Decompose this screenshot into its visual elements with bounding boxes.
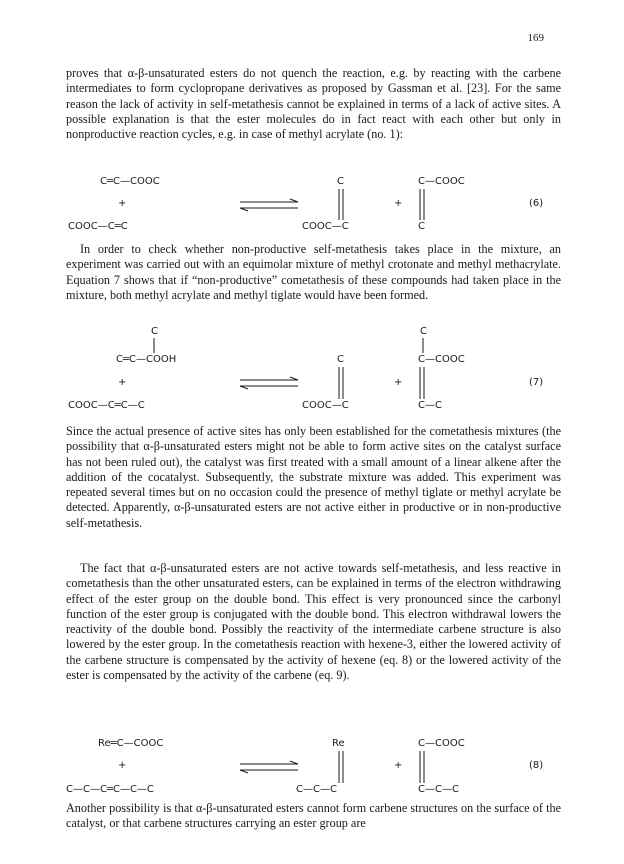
eq7-plus-2: + [394,377,403,388]
eq6-equilibrium-arrows [240,199,298,211]
eq8-product-b-top: C—COOC [418,738,465,749]
eq8-plus: + [118,760,127,771]
eq8-product-a-bottom: C—C—C [296,784,337,795]
eq7-left-bottom: COOC—C═C—C [68,400,145,411]
eq6-left-bottom: COOC—C═C [68,221,128,232]
page-number: 169 [527,32,544,44]
eq6-product-a-bottom: COOC—C [302,221,349,232]
eq6-product-b-top: C—COOC [418,176,465,187]
eq6-product-a-top: C [337,176,344,187]
eq7-product-a-double-bond [339,367,343,399]
eq6-product-a-double-bond [339,189,343,220]
eq8-equilibrium-arrows [240,761,298,773]
eq7-product-a-bottom: COOC—C [302,400,349,411]
eq7-product-b-bottom: C—C [418,400,442,411]
eq7-equilibrium-arrows [240,377,298,389]
eq6-number: (6) [529,198,544,209]
eq8-left-top: Re═C—COOC [98,738,164,749]
eq8-number: (8) [529,760,544,771]
eq8-product-a-top: Re [332,738,345,749]
eq7-product-a-top: C [337,354,344,365]
eq8-product-b-bottom: C—C—C [418,784,459,795]
eq7-product-b-methyl: C [420,326,427,337]
eq7-number: (7) [529,377,544,388]
eq7-left-top: C═C—COOH [116,354,177,365]
eq7-left-methyl: C [151,326,158,337]
paragraph-active-sites: Since the actual presence of active sites has only been established for the cometathesis mixtures (the possibility that α-β-unsaturated esters might not be able to form active sites on the catalyst surface has not been ruled out), the catalyst was first treated with a small amount of a linear alkene after the addition of the cocatalyst. Subsequently, the substrate mixture was added. This experiment was repeated several times but on no occasion could the presence of methyl tiglate or methyl acrylate be detected. Apparently, α-β-unsaturated esters are not active either in productive or in non-productive self-metathesis. [66,424,561,530]
eq6-product-b-double-bond [420,189,424,220]
eq8-left-bottom: C—C—C═C—C—C [66,784,154,795]
eq6-left-top: C═C—COOC [100,176,160,187]
paragraph-another-possibility: Another possibility is that α-β-unsaturated esters cannot form carbene structures on the surface of the catalyst, or that carbene structures carrying an ester group are [66,801,561,831]
eq7-product-b-double-bond [420,367,424,399]
eq6-product-b-bottom: C [418,221,425,232]
eq6-plus: + [118,198,127,209]
paragraph-intro: proves that α-β-unsaturated esters do not quench the reaction, e.g. by reacting with the carbene intermediates to form cyclopropane derivatives as proposed by Gassman et al. [23]. For the same reason the lack of activity in self-metathesis cannot be explained in terms of a lack of active sites. A possible explanation is that the ester molecules do in fact react with each other but only in nonproductive reaction cycles, e.g. in case of methyl acrylate (no. 1): [66,66,561,142]
eq8-product-a-double-bond [339,751,343,783]
paragraph-experiment: In order to check whether non-productive self-metathesis takes place in the mixture, an experiment was carried out with an equimolar mixture of methyl crotonate and methyl methacrylate. Equation 7 shows that if “non-productive” cometathesis of these compounds had taken place in the mixture, both methyl acrylate and methyl tiglate would have been formed. [66,242,561,302]
eq8-product-b-double-bond [420,751,424,783]
eq6-plus-2: + [394,198,403,209]
eq7-plus: + [118,377,127,388]
paragraph-explanation: The fact that α-β-unsaturated esters are not active towards self-metathesis, and less reactive in cometathesis than the other unsaturated esters, can be explained in terms of the electron withdrawing effect of the ester group on the double bond. This effect is very pronounced since the carbonyl function of the ester group is conjugated with the double bond. This electron withdrawal lowers the reactivity of the double bond. Possibly the reactivity of the intermediate carbene structure is also lowered by the ester group. In the cometathesis reaction with hexene-3, either the lowered activity of the carbene structure is compensated by the activity of hexene (eq. 8) or the lowered activity of the ester is compensated by the activity of the carbene (eq. 9). [66,561,561,683]
eq8-plus-2: + [394,760,403,771]
eq7-product-b-top: C—COOC [418,354,465,365]
